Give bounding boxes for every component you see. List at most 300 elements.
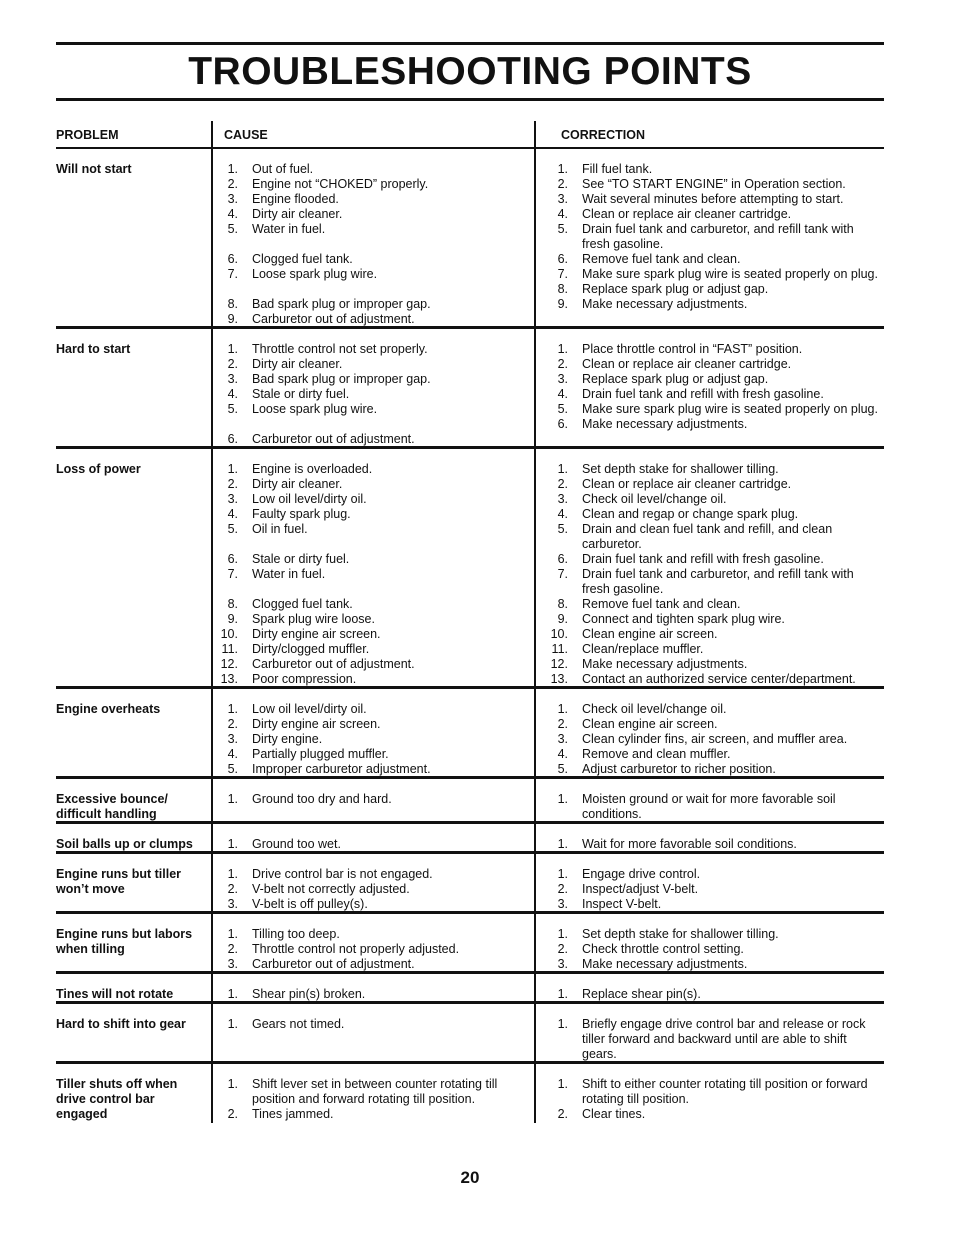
table-row — [56, 449, 884, 689]
item-number: 4. — [557, 507, 568, 521]
list-item — [220, 552, 520, 567]
column-divider — [534, 824, 536, 851]
item-text: Make sure spark plug wire is seated properly on plug. — [582, 402, 878, 416]
list-item — [550, 792, 880, 822]
item-number: 1. — [227, 837, 238, 851]
column-divider — [211, 914, 213, 971]
table-header — [56, 121, 884, 149]
item-number: 10. — [550, 627, 568, 641]
problem-label: Engine overheats — [56, 702, 161, 716]
list-item — [220, 252, 520, 267]
item-number: 3. — [227, 492, 238, 506]
item-text: Replace spark plug or adjust gap. — [582, 372, 769, 386]
item-number: 1. — [557, 837, 568, 851]
item-number: 3. — [227, 732, 238, 746]
item-text: Remove and clean muffler. — [582, 747, 731, 761]
item-text: Shift to either counter rotating till position or forward rotating till position. — [582, 1077, 868, 1106]
list-item — [220, 162, 520, 177]
item-text: Adjust carburetor to richer position. — [582, 762, 776, 776]
item-number: 6. — [557, 552, 568, 566]
item-number: 1. — [557, 1017, 568, 1031]
header-problem: PROBLEM — [56, 128, 119, 142]
item-text: V-belt is off pulley(s). — [252, 897, 368, 911]
item-text: Carburetor out of adjustment. — [252, 432, 415, 446]
item-text: Drain fuel tank and refill with fresh gasoline. — [582, 387, 824, 401]
item-number: 6. — [557, 417, 568, 431]
correction-list — [550, 162, 880, 312]
list-item — [550, 177, 880, 192]
item-text: Briefly engage drive control bar and release or rock tiller forward and backward until are able to shift gears. — [582, 1017, 866, 1061]
item-text: Clean or replace air cleaner cartridge. — [582, 357, 792, 371]
list-item — [550, 387, 880, 402]
list-item — [550, 717, 880, 732]
item-number: 6. — [557, 252, 568, 266]
cause-list — [220, 342, 520, 447]
item-text: Drain fuel tank and carburetor, and refill tank with fresh gasoline. — [582, 222, 854, 251]
table-row — [56, 1064, 884, 1123]
item-text: Faulty spark plug. — [252, 507, 351, 521]
item-text: Engage drive control. — [582, 867, 701, 881]
list-item — [220, 1077, 520, 1107]
item-number: 10. — [220, 627, 238, 641]
item-number: 1. — [227, 1077, 238, 1091]
correction-list — [550, 927, 880, 972]
column-divider — [534, 914, 536, 971]
item-text: Partially plugged muffler. — [252, 747, 389, 761]
item-number: 2. — [557, 177, 568, 191]
item-number: 1. — [227, 987, 238, 1001]
list-item — [220, 897, 520, 912]
item-number: 4. — [227, 747, 238, 761]
item-text: Contact an authorized service center/department. — [582, 672, 856, 686]
problem-label: Engine runs but labors when tilling — [56, 927, 193, 956]
column-divider — [534, 149, 536, 326]
item-text: Drain fuel tank and carburetor, and refill tank with fresh gasoline. — [582, 567, 854, 596]
list-item — [550, 402, 880, 417]
problem-label: Hard to start — [56, 342, 131, 356]
item-text: Stale or dirty fuel. — [252, 387, 350, 401]
item-text: Set depth stake for shallower tilling. — [582, 927, 779, 941]
list-item — [550, 417, 880, 432]
column-divider — [211, 329, 213, 446]
item-number: 13. — [550, 672, 568, 686]
item-text: Tines jammed. — [252, 1107, 334, 1121]
list-item — [220, 1017, 520, 1032]
table-row — [56, 824, 884, 854]
item-number: 2. — [227, 357, 238, 371]
list-item — [550, 1107, 880, 1122]
list-item — [220, 507, 520, 522]
list-item — [550, 162, 880, 177]
problem-label: Tines will not rotate — [56, 987, 174, 1001]
list-item — [220, 432, 520, 447]
item-text: Ground too wet. — [252, 837, 341, 851]
item-text: Clean engine air screen. — [582, 717, 718, 731]
item-number: 2. — [557, 357, 568, 371]
item-text: Clean and regap or change spark plug. — [582, 507, 799, 521]
item-number: 1. — [557, 1077, 568, 1091]
item-text: Ground too dry and hard. — [252, 792, 392, 806]
list-item — [220, 342, 520, 357]
list-item — [550, 462, 880, 477]
list-item — [550, 477, 880, 492]
column-divider — [211, 779, 213, 821]
item-text: Low oil level/dirty oil. — [252, 702, 367, 716]
item-text: Dirty air cleaner. — [252, 357, 343, 371]
list-item — [220, 672, 520, 687]
item-text: Throttle control not properly adjusted. — [252, 942, 460, 956]
list-item — [220, 957, 520, 972]
item-number: 3. — [227, 897, 238, 911]
item-text: Check oil level/change oil. — [582, 702, 727, 716]
list-item — [220, 1107, 520, 1122]
item-number: 3. — [227, 192, 238, 206]
item-number: 3. — [557, 897, 568, 911]
item-number: 2. — [227, 717, 238, 731]
table-row — [56, 329, 884, 449]
item-number: 3. — [557, 957, 568, 971]
list-item — [550, 627, 880, 642]
item-number: 6. — [227, 552, 238, 566]
item-text: Engine not “CHOKED” properly. — [252, 177, 429, 191]
list-item — [550, 297, 880, 312]
problem-label: Will not start — [56, 162, 132, 176]
item-number: 11. — [551, 642, 568, 656]
list-item — [220, 702, 520, 717]
table-row — [56, 689, 884, 779]
list-item — [550, 567, 880, 597]
item-text: See “TO START ENGINE” in Operation section. — [582, 177, 846, 191]
problem-label: Excessive bounce/ difficult handling — [56, 792, 168, 821]
column-divider — [211, 689, 213, 776]
item-number: 8. — [227, 597, 238, 611]
item-text: Low oil level/dirty oil. — [252, 492, 367, 506]
list-item — [550, 987, 880, 1002]
correction-list — [550, 837, 880, 852]
table-row — [56, 854, 884, 914]
item-text: Water in fuel. — [252, 222, 326, 236]
item-text: Remove fuel tank and clean. — [582, 252, 741, 266]
item-number: 1. — [227, 927, 238, 941]
list-item — [220, 627, 520, 642]
item-text: Stale or dirty fuel. — [252, 552, 350, 566]
table-row — [56, 974, 884, 1004]
item-number: 1. — [227, 1017, 238, 1031]
table-row — [56, 779, 884, 824]
item-text: Clean engine air screen. — [582, 627, 718, 641]
item-number: 5. — [227, 222, 238, 236]
list-item — [550, 1077, 880, 1107]
correction-list — [550, 987, 880, 1002]
column-divider — [211, 854, 213, 911]
list-item — [550, 207, 880, 222]
item-text: Spark plug wire loose. — [252, 612, 375, 626]
item-number: 8. — [557, 597, 568, 611]
column-divider — [534, 854, 536, 911]
item-number: 12. — [220, 657, 238, 671]
list-item — [220, 477, 520, 492]
problem-label: Tiller shuts off when drive control bar engaged — [56, 1077, 178, 1121]
item-number: 2. — [227, 1107, 238, 1121]
item-text: Oil in fuel. — [252, 522, 308, 536]
list-item — [220, 927, 520, 942]
correction-list — [550, 462, 880, 687]
item-text: Bad spark plug or improper gap. — [252, 297, 431, 311]
cause-list — [220, 1017, 520, 1032]
item-number: 1. — [227, 162, 238, 176]
list-item — [220, 882, 520, 897]
item-number: 3. — [557, 372, 568, 386]
list-item — [220, 642, 520, 657]
list-item — [220, 222, 520, 237]
list-item — [220, 192, 520, 207]
item-number: 7. — [557, 567, 568, 581]
item-text: Dirty air cleaner. — [252, 477, 343, 491]
item-number: 4. — [557, 747, 568, 761]
item-text: Carburetor out of adjustment. — [252, 312, 415, 326]
problem-label: Loss of power — [56, 462, 141, 476]
item-number: 2. — [227, 882, 238, 896]
title-top-rule — [56, 42, 884, 45]
cause-list — [220, 837, 520, 852]
item-text: Clean/replace muffler. — [582, 642, 704, 656]
item-number: 2. — [557, 477, 568, 491]
item-number: 3. — [557, 492, 568, 506]
list-item — [550, 507, 880, 522]
list-item — [550, 597, 880, 612]
item-number: 3. — [227, 957, 238, 971]
column-divider — [534, 1004, 536, 1061]
item-text: Dirty engine air screen. — [252, 627, 381, 641]
item-text: Improper carburetor adjustment. — [252, 762, 431, 776]
list-item — [220, 177, 520, 192]
correction-list — [550, 342, 880, 432]
list-item — [550, 282, 880, 297]
column-divider — [211, 149, 213, 326]
list-item — [220, 387, 520, 402]
item-text: Check oil level/change oil. — [582, 492, 727, 506]
list-item — [550, 882, 880, 897]
item-number: 1. — [227, 867, 238, 881]
item-text: Shear pin(s) broken. — [252, 987, 366, 1001]
item-text: Remove fuel tank and clean. — [582, 597, 741, 611]
column-divider — [211, 824, 213, 851]
item-number: 5. — [227, 762, 238, 776]
cause-list — [220, 987, 520, 1002]
column-divider — [534, 779, 536, 821]
item-text: Carburetor out of adjustment. — [252, 957, 415, 971]
item-number: 2. — [557, 717, 568, 731]
item-text: Clean or replace air cleaner cartridge. — [582, 207, 792, 221]
list-item — [550, 252, 880, 267]
item-text: Clogged fuel tank. — [252, 252, 353, 266]
item-text: Gears not timed. — [252, 1017, 345, 1031]
page-number: 20 — [460, 1168, 480, 1187]
item-text: Dirty engine air screen. — [252, 717, 381, 731]
item-number: 7. — [227, 567, 238, 581]
item-text: Connect and tighten spark plug wire. — [582, 612, 785, 626]
correction-list — [550, 1017, 880, 1062]
item-number: 2. — [227, 477, 238, 491]
list-item — [220, 372, 520, 387]
item-text: Loose spark plug wire. — [252, 402, 378, 416]
list-item — [550, 927, 880, 942]
item-text: Fill fuel tank. — [582, 162, 653, 176]
item-number: 4. — [557, 387, 568, 401]
item-number: 1. — [227, 342, 238, 356]
list-item — [550, 357, 880, 372]
list-item — [550, 702, 880, 717]
column-divider — [211, 121, 213, 147]
item-number: 12. — [550, 657, 568, 671]
list-item — [550, 222, 880, 252]
list-item — [220, 657, 520, 672]
table-row — [56, 914, 884, 974]
list-item — [220, 942, 520, 957]
cause-list — [220, 702, 520, 777]
column-divider — [211, 1004, 213, 1061]
item-number: 1. — [557, 342, 568, 356]
item-text: Engine is overloaded. — [252, 462, 373, 476]
item-text: Clean cylinder fins, air screen, and muffler area. — [582, 732, 848, 746]
item-text: Wait for more favorable soil conditions. — [582, 837, 797, 851]
item-number: 1. — [557, 867, 568, 881]
item-text: Water in fuel. — [252, 567, 326, 581]
item-number: 5. — [557, 762, 568, 776]
item-text: Replace spark plug or adjust gap. — [582, 282, 769, 296]
list-item — [220, 792, 520, 807]
list-item — [550, 342, 880, 357]
list-item — [550, 672, 880, 687]
list-item — [220, 567, 520, 582]
title-bottom-rule — [56, 98, 884, 101]
item-number: 1. — [557, 792, 568, 806]
column-divider — [211, 449, 213, 686]
problem-label: Engine runs but tiller won’t move — [56, 867, 182, 896]
item-number: 3. — [227, 372, 238, 386]
list-item — [220, 207, 520, 222]
list-item — [550, 747, 880, 762]
list-item — [550, 192, 880, 207]
header-correction: CORRECTION — [561, 128, 646, 142]
list-item — [550, 552, 880, 567]
list-item — [220, 612, 520, 627]
list-item — [550, 957, 880, 972]
item-number: 13. — [220, 672, 238, 686]
list-item — [220, 522, 520, 537]
item-number: 3. — [557, 732, 568, 746]
list-item — [220, 402, 520, 417]
item-number: 4. — [227, 507, 238, 521]
item-number: 4. — [227, 387, 238, 401]
item-number: 5. — [557, 402, 568, 416]
list-item — [550, 642, 880, 657]
item-text: Dirty air cleaner. — [252, 207, 343, 221]
item-number: 1. — [557, 702, 568, 716]
column-divider — [534, 1064, 536, 1123]
list-item — [220, 297, 520, 312]
list-item — [550, 867, 880, 882]
item-number: 1. — [227, 462, 238, 476]
item-number: 9. — [227, 612, 238, 626]
item-number: 1. — [557, 987, 568, 1001]
problem-label: Hard to shift into gear — [56, 1017, 186, 1031]
item-number: 8. — [557, 282, 568, 296]
list-item — [550, 522, 880, 552]
item-text: Make necessary adjustments. — [582, 297, 748, 311]
item-text: Set depth stake for shallower tilling. — [582, 462, 779, 476]
item-number: 5. — [227, 522, 238, 536]
list-item — [220, 492, 520, 507]
item-number: 2. — [557, 882, 568, 896]
correction-list — [550, 1077, 880, 1122]
item-text: Drain fuel tank and refill with fresh gasoline. — [582, 552, 824, 566]
item-text: Drain and clean fuel tank and refill, and clean carburetor. — [582, 522, 833, 551]
list-item — [220, 762, 520, 777]
cause-list — [220, 927, 520, 972]
cause-list — [220, 462, 520, 687]
item-text: Clogged fuel tank. — [252, 597, 353, 611]
cause-list — [220, 162, 520, 327]
column-divider — [211, 1064, 213, 1123]
item-number: 9. — [557, 297, 568, 311]
column-divider — [211, 974, 213, 1001]
list-item — [220, 597, 520, 612]
item-text: Place throttle control in “FAST” position. — [582, 342, 803, 356]
item-text: Inspect/adjust V-belt. — [582, 882, 699, 896]
list-item — [550, 762, 880, 777]
column-divider — [534, 689, 536, 776]
list-item — [550, 657, 880, 672]
item-number: 2. — [227, 942, 238, 956]
item-text: Carburetor out of adjustment. — [252, 657, 415, 671]
list-item — [220, 747, 520, 762]
item-text: Check throttle control setting. — [582, 942, 744, 956]
item-text: Clear tines. — [582, 1107, 646, 1121]
list-item — [550, 267, 880, 282]
troubleshooting-table — [56, 121, 884, 1123]
list-item — [220, 867, 520, 882]
item-text: Make sure spark plug wire is seated properly on plug. — [582, 267, 878, 281]
item-number: 9. — [227, 312, 238, 326]
correction-list — [550, 867, 880, 912]
item-number: 8. — [227, 297, 238, 311]
item-number: 3. — [557, 192, 568, 206]
table-body — [56, 149, 884, 1123]
item-text: Tilling too deep. — [252, 927, 340, 941]
item-text: Clean or replace air cleaner cartridge. — [582, 477, 792, 491]
list-item — [220, 267, 520, 282]
item-text: Inspect V-belt. — [582, 897, 662, 911]
list-item — [220, 312, 520, 327]
list-item — [220, 987, 520, 1002]
list-item — [550, 897, 880, 912]
item-text: Shift lever set in between counter rotating till position and forward rotating till position. — [252, 1077, 498, 1106]
item-number: 1. — [227, 792, 238, 806]
item-text: Make necessary adjustments. — [582, 417, 748, 431]
item-text: Engine flooded. — [252, 192, 339, 206]
cause-list — [220, 867, 520, 912]
item-number: 5. — [227, 402, 238, 416]
item-number: 4. — [557, 207, 568, 221]
item-number: 5. — [557, 522, 568, 536]
correction-list — [550, 702, 880, 777]
item-number: 11. — [221, 642, 238, 656]
list-item — [550, 492, 880, 507]
item-text: Throttle control not set properly. — [252, 342, 428, 356]
item-number: 4. — [227, 207, 238, 221]
item-number: 1. — [557, 927, 568, 941]
